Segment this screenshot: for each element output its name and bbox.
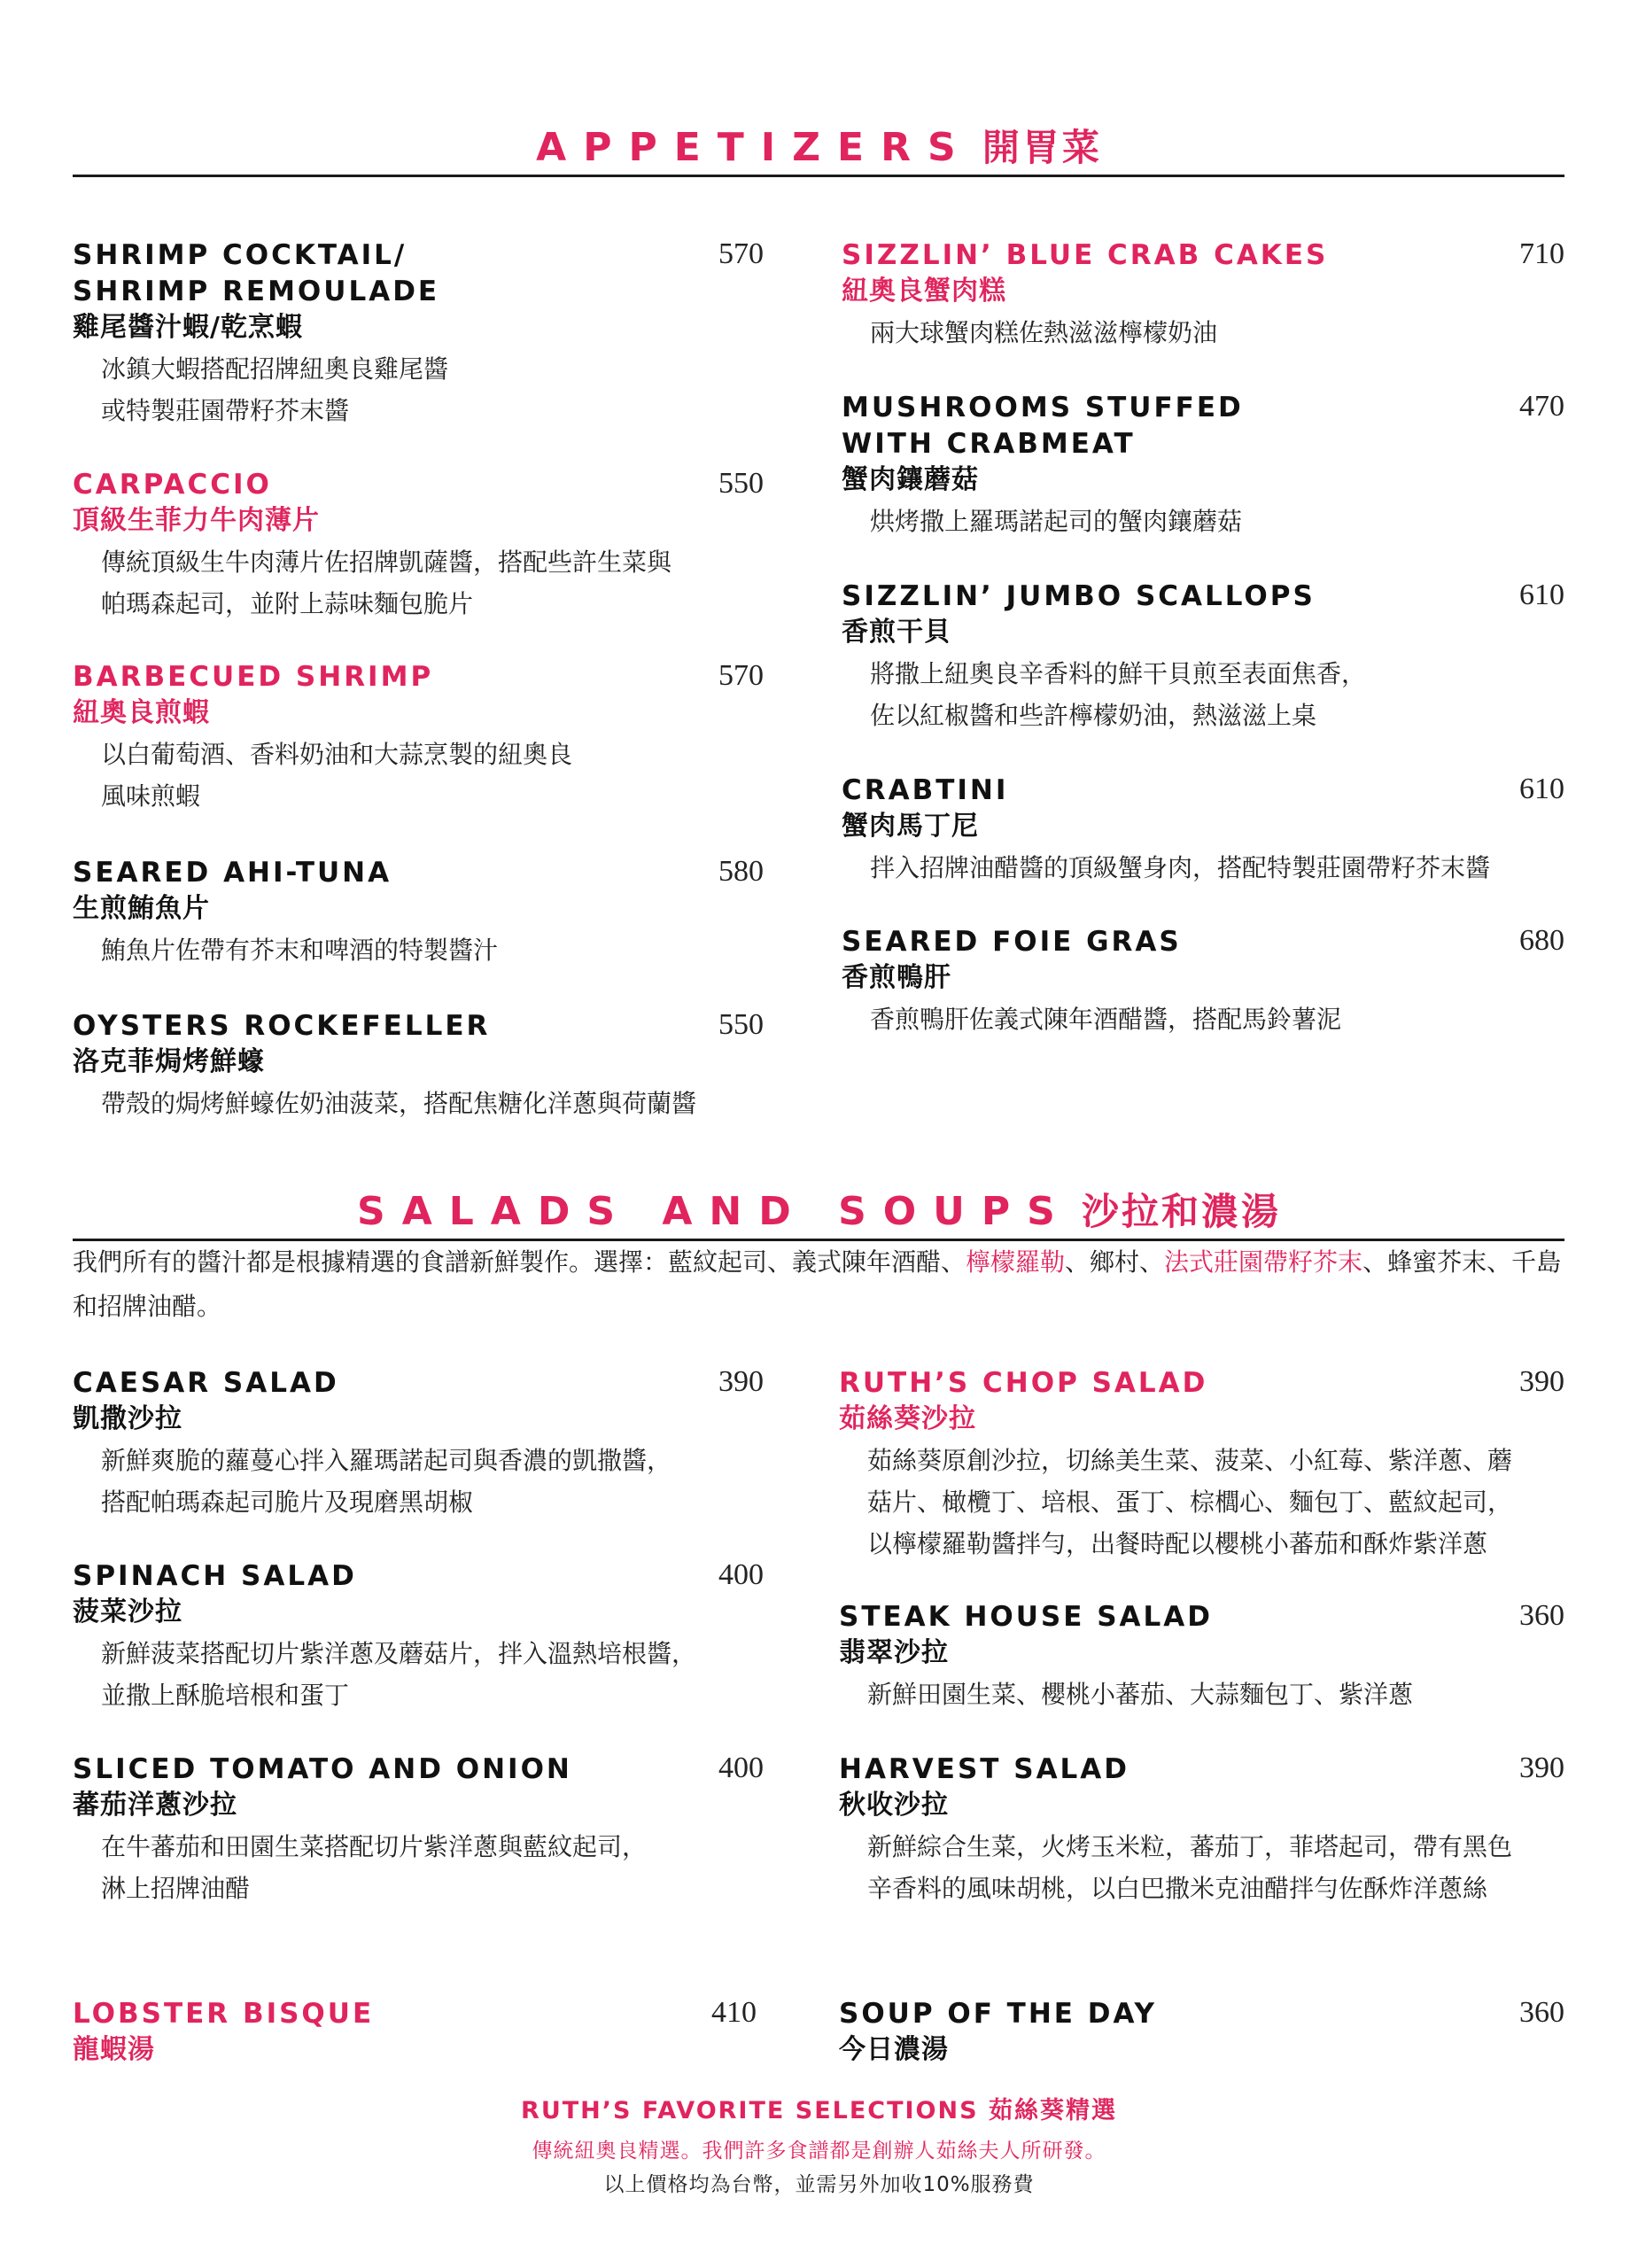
- item-name: SPINACH SALAD: [73, 1560, 357, 1592]
- item-description: 在牛蕃茄和田園生菜搭配切片紫洋蔥與藍紋起司，: [101, 1832, 648, 1861]
- intro-highlight: 檸檬羅勒: [966, 1247, 1066, 1277]
- service-charge-note: 以上價格均為台幣，並需另外加收10%服務費: [603, 2173, 1035, 2196]
- item-zh-name: 香煎干貝: [842, 617, 951, 648]
- item-description: 新鮮田園生菜、櫻桃小蕃茄、大蒜麵包丁、紫洋蔥: [867, 1680, 1414, 1709]
- menu-item-seared-foie-gras: [842, 924, 1341, 1040]
- item-description: 淋上招牌油醋: [101, 1874, 251, 1903]
- menu-item-soup-of-the-day: [839, 1996, 1157, 2068]
- item-name: HARVEST SALAD: [839, 1753, 1130, 1785]
- item-name: CRABTINI: [842, 774, 1009, 806]
- item-description: 或特製莊園帶籽芥末醬: [101, 396, 350, 425]
- intro-text: 、蜂蜜芥末、千島和招牌油醋。: [73, 1247, 1562, 1321]
- menu-item-carpaccio: [73, 467, 672, 625]
- salads-soups-heading: [0, 1183, 1638, 1236]
- item-name: STEAK HOUSE SALAD: [839, 1601, 1214, 1633]
- item-price: 390: [1519, 1365, 1564, 1398]
- menu-item-seared-ahi-tuna: [73, 855, 498, 971]
- favorite-selections-note: 傳統紐奧良精選。我們許多食譜都是創辦人茹絲夫人所研發。: [532, 2140, 1106, 2163]
- menu-item-steak-house-salad: [839, 1599, 1413, 1715]
- item-name: SIZZLIN’ BLUE CRAB CAKES: [842, 239, 1329, 271]
- appetizers-divider: [73, 175, 1564, 177]
- item-price: 610: [1519, 579, 1564, 611]
- item-name: CARPACCIO: [73, 469, 272, 501]
- item-price: 550: [718, 467, 764, 500]
- item-zh-name: 紐奧良蟹肉糕: [842, 276, 1006, 307]
- item-zh-name: 蟹肉馬丁尼: [842, 811, 979, 842]
- item-name: SEARED FOIE GRAS: [842, 926, 1182, 958]
- item-description: 新鮮爽脆的蘿蔓心拌入羅瑪諾起司與香濃的凱撒醬，: [101, 1446, 672, 1475]
- item-name: SOUP OF THE DAY: [839, 1998, 1157, 2030]
- item-description: 搭配帕瑪森起司脆片及現磨黑胡椒: [101, 1487, 474, 1517]
- item-zh-name: 翡翠沙拉: [839, 1637, 949, 1668]
- item-description: 以檸檬羅勒醬拌勻，出餐時配以櫻桃小蕃茄和酥炸紫洋蔥: [867, 1529, 1488, 1558]
- menu-item-ruths-chop-salad: [839, 1365, 1512, 1565]
- item-description: 並撒上酥脆培根和蛋丁: [101, 1681, 350, 1710]
- dressing-intro: [73, 1240, 1570, 1329]
- appetizers-title-zh: 開胃菜: [982, 126, 1102, 169]
- item-name: SHRIMP REMOULADE: [73, 276, 440, 307]
- item-price: 400: [718, 1751, 764, 1784]
- item-name: SIZZLIN’ JUMBO SCALLOPS: [842, 580, 1316, 612]
- appetizers-title-en: APPETIZERS: [536, 125, 973, 170]
- item-price: 570: [718, 659, 764, 692]
- item-price: 470: [1519, 390, 1564, 423]
- item-zh-name: 頂級生菲力牛肉薄片: [73, 505, 320, 536]
- appetizers-heading: [0, 119, 1638, 172]
- item-zh-name: 紐奧良煎蝦: [73, 697, 210, 728]
- item-zh-name: 洛克菲焗烤鮮蠔: [73, 1046, 265, 1077]
- item-name: SHRIMP COCKTAIL/: [73, 239, 408, 271]
- intro-text: 我們所有的醬汁都是根據精選的食譜新鮮製作。選擇：藍紋起司、義式陳年酒醋、: [73, 1247, 966, 1277]
- menu-item-tomato-onion: [73, 1751, 647, 1909]
- item-price: 680: [1519, 924, 1564, 957]
- item-zh-name: 龍蝦湯: [73, 2034, 155, 2065]
- salads-soups-title-zh: 沙拉和濃湯: [1081, 1190, 1281, 1233]
- salads-soups-title-en: SALADS AND SOUPS: [357, 1189, 1072, 1234]
- item-price: 400: [718, 1558, 764, 1591]
- intro-text: 、鄉村、: [1065, 1247, 1165, 1277]
- intro-highlight: 法式莊園帶籽芥末: [1164, 1247, 1363, 1277]
- menu-item-lobster-bisque: [73, 1996, 374, 2068]
- item-name: WITH CRABMEAT: [842, 428, 1136, 460]
- item-description: 冰鎮大蝦搭配招牌紐奧良雞尾醬: [101, 354, 449, 384]
- item-price: 410: [711, 1996, 757, 2029]
- item-price: 550: [718, 1008, 764, 1041]
- item-price: 610: [1519, 773, 1564, 805]
- item-zh-name: 凱撒沙拉: [73, 1403, 182, 1434]
- item-name: RUTH’S CHOP SALAD: [839, 1367, 1208, 1399]
- item-name: OYSTERS ROCKEFELLER: [73, 1010, 491, 1042]
- menu-item-harvest-salad: [839, 1751, 1512, 1909]
- item-zh-name: 今日濃湯: [839, 2034, 949, 2065]
- item-name: SEARED AHI-TUNA: [73, 857, 392, 889]
- menu-item-barbecued-shrimp: [73, 659, 572, 817]
- item-description: 香煎鴨肝佐義式陳年酒醋醬，搭配馬鈴薯泥: [870, 1005, 1342, 1034]
- item-zh-name: 蟹肉鑲蘑菇: [842, 464, 979, 495]
- favorite-selections-title: RUTH’S FAVORITE SELECTIONS 茹絲葵精選: [521, 2097, 1117, 2124]
- menu-item-shrimp-cocktail: [73, 237, 448, 431]
- item-name: BARBECUED SHRIMP: [73, 661, 434, 693]
- item-description: 傳統頂級生牛肉薄片佐招牌凱薩醬，搭配些許生菜與: [101, 548, 672, 577]
- item-description: 菇片、橄欖丁、培根、蛋丁、棕櫚心、麵包丁、藍紋起司，: [867, 1487, 1513, 1517]
- item-name: LOBSTER BISQUE: [73, 1998, 375, 2030]
- item-price: 390: [1519, 1751, 1564, 1784]
- item-name: CAESAR SALAD: [73, 1367, 339, 1399]
- item-description: 辛香料的風味胡桃，以白巴撒米克油醋拌勻佐酥炸洋蔥絲: [867, 1874, 1488, 1903]
- menu-item-jumbo-scallops: [842, 579, 1366, 736]
- item-price: 360: [1519, 1996, 1564, 2029]
- item-zh-name: 生煎鮪魚片: [73, 893, 210, 924]
- item-description: 新鮮綜合生菜，火烤玉米粒，蕃茄丁，菲塔起司，帶有黑色: [867, 1832, 1513, 1861]
- item-zh-name: 茹絲葵沙拉: [839, 1403, 976, 1434]
- item-description: 以白葡萄酒、香料奶油和大蒜烹製的紐奧良: [101, 740, 573, 769]
- item-price: 570: [718, 237, 764, 270]
- item-zh-name: 秋收沙拉: [839, 1790, 949, 1821]
- item-name: MUSHROOMS STUFFED: [842, 392, 1244, 423]
- item-description: 拌入招牌油醋醬的頂級蟹身肉，搭配特製莊園帶籽芥末醬: [870, 853, 1491, 882]
- item-zh-name: 雞尾醬汁蝦/乾烹蝦: [73, 312, 303, 343]
- item-description: 烘烤撒上羅瑪諾起司的蟹肉鑲蘑菇: [870, 507, 1243, 536]
- item-price: 360: [1519, 1599, 1564, 1632]
- menu-item-mushrooms-stuffed: [842, 390, 1244, 542]
- menu-item-blue-crab-cakes: [842, 237, 1328, 353]
- item-name: SLICED TOMATO AND ONION: [73, 1753, 572, 1785]
- menu-item-caesar-salad: [73, 1365, 672, 1523]
- item-zh-name: 蕃茄洋蔥沙拉: [73, 1790, 237, 1821]
- item-price: 390: [718, 1365, 764, 1398]
- item-description: 兩大球蟹肉糕佐熱滋滋檸檬奶油: [870, 318, 1218, 347]
- item-description: 茹絲葵原創沙拉，切絲美生菜、菠菜、小紅莓、紫洋蔥、蘑: [867, 1446, 1513, 1475]
- item-description: 帶殼的焗烤鮮蠔佐奶油菠菜，搭配焦糖化洋蔥與荷蘭醬: [101, 1089, 697, 1118]
- item-description: 新鮮菠菜搭配切片紫洋蔥及蘑菇片，拌入溫熱培根醬，: [101, 1639, 697, 1668]
- item-description: 風味煎蝦: [101, 781, 201, 811]
- menu-item-crabtini: [842, 773, 1490, 889]
- item-description: 鮪魚片佐帶有芥末和啤酒的特製醬汁: [101, 936, 499, 965]
- item-zh-name: 香煎鴨肝: [842, 962, 951, 993]
- item-description: 帕瑪森起司，並附上蒜味麵包脆片: [101, 589, 474, 618]
- item-price: 710: [1519, 237, 1564, 270]
- menu-item-oysters-rockefeller: [73, 1008, 696, 1124]
- item-price: 580: [718, 855, 764, 888]
- item-description: 佐以紅椒醬和些許檸檬奶油，熱滋滋上桌: [870, 701, 1317, 730]
- item-description: 將撒上紐奧良辛香料的鮮干貝煎至表面焦香，: [870, 659, 1367, 688]
- menu-item-spinach-salad: [73, 1558, 696, 1716]
- item-zh-name: 菠菜沙拉: [73, 1596, 182, 1627]
